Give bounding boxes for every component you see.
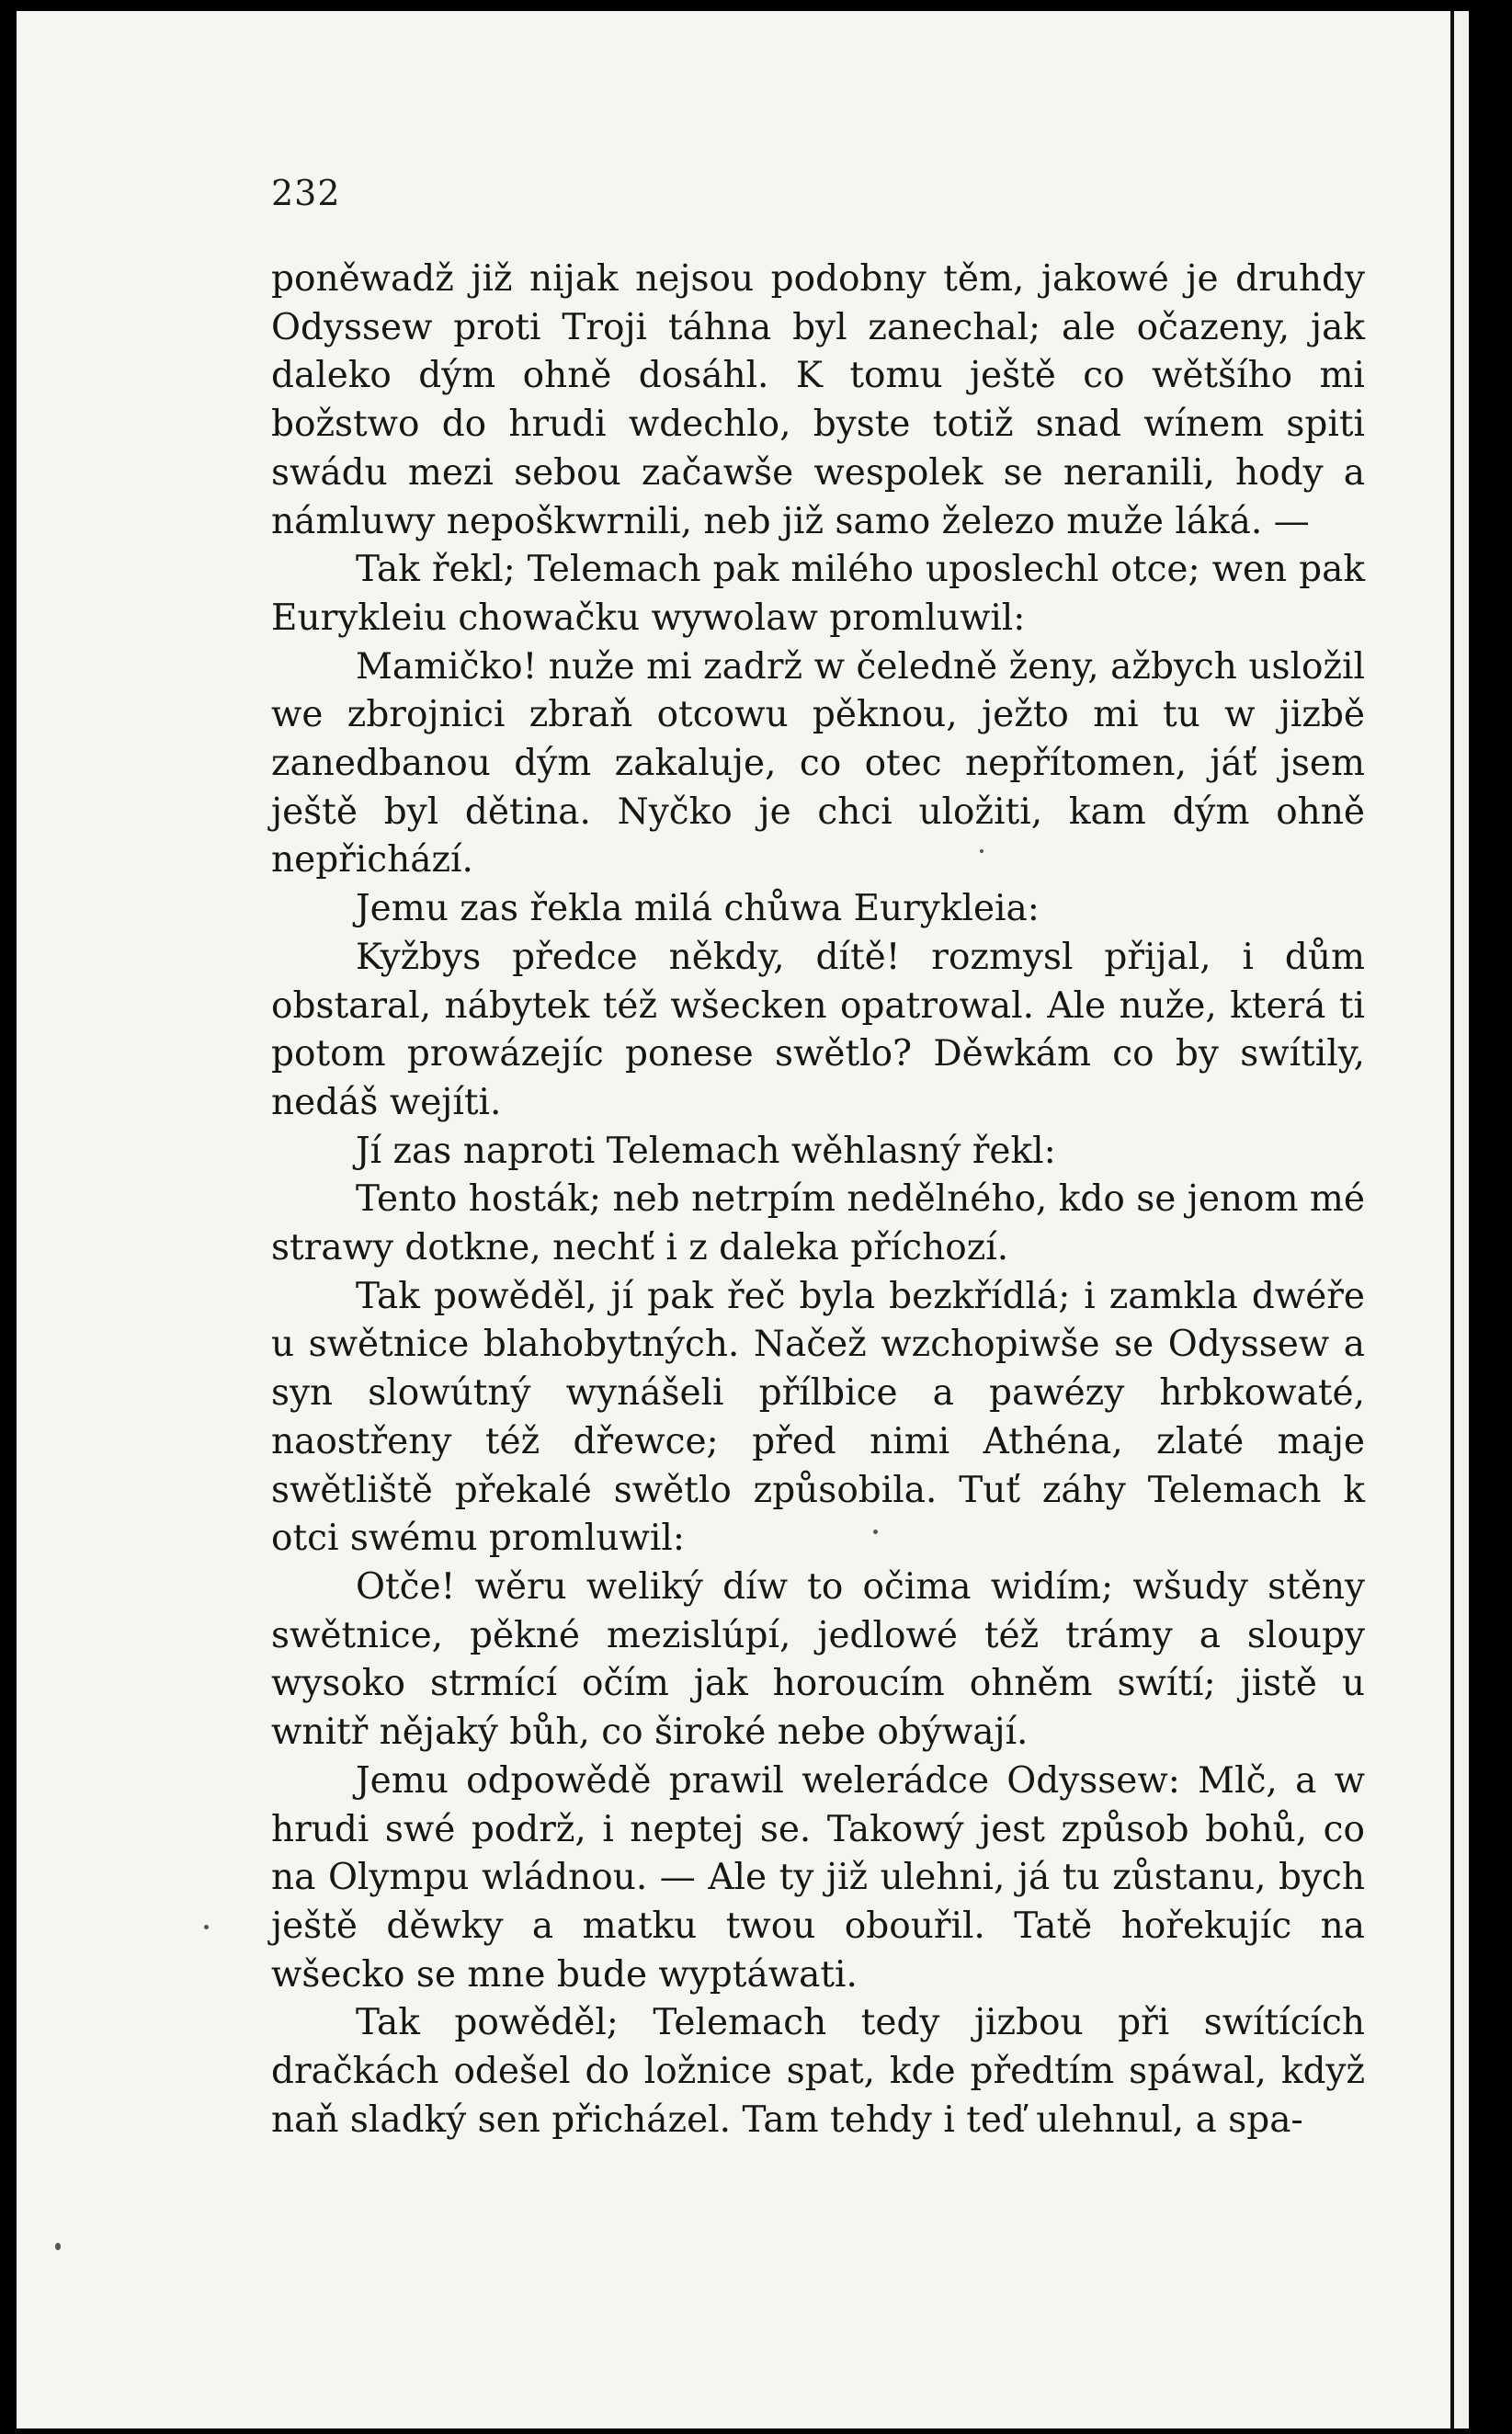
page-number: 232 xyxy=(271,173,341,213)
paper-speck xyxy=(55,2243,61,2250)
paper-speck xyxy=(873,1530,878,1534)
paragraph: Jí zas naproti Telemach wěhlasný řekl: xyxy=(356,1130,1056,1172)
paragraph: Kyžbys předce někdy, dítě! rozmysl přijal, i dům obstaral, nábytek též wšecken opatrowal. Ale nuže, která ti potom prowázejíc ponese swětlo? Děwkám co by swítily, nedáš wejíti. xyxy=(271,936,1365,1123)
paragraph: Tak řekl; Telemach pak milého uposlechl otce; wen pak Eurykleiu chowačku wywolaw promluwil: xyxy=(271,549,1365,639)
paragraph: Jemu odpowědě prawil welerádce Odyssew: Mlč, a w hrudi swé podrž, i neptej se. Takowý jest způsob bohů, co na Olympu wládnou. — Ale ty již ulehni, já tu zůstanu, bych ještě děwky a matku twou obouřil. Tatě hořekujíc na wšecko se mne bude wyptáwati. xyxy=(271,1759,1365,1996)
paper-speck xyxy=(204,1925,209,1929)
paragraph: Jemu zas řekla milá chůwa Eurykleia: xyxy=(356,888,1040,930)
page-text xyxy=(271,256,1365,2144)
paper-speck xyxy=(980,849,983,853)
next-page-edge xyxy=(1454,11,1469,2428)
paragraph: Tak powěděl; Telemach tedy jizbou při swítících dračkách odešel do ložnice spat, kde předtím spáwal, když naň sladký sen přicházel. Tam tehdy i teď ulehnul, a spa- xyxy=(271,2002,1365,2141)
paragraph: Otče! wěru weliký díw to očima widím; wšudy stěny swětnice, pěkné mezislúpí, jedlowé též trámy a sloupy wysoko strmící očím jak horoucím ohněm swítí; jistě u wnitř nějaký bůh, co široké nebe obýwají. xyxy=(271,1565,1365,1754)
paragraph: Tento hosták; neb netrpím nedělného, kdo se jenom mé strawy dotkne, nechť i z daleka příchozí. xyxy=(271,1178,1365,1269)
paragraph: poněwadž již nijak nejsou podobny těm, jakowé je druhdy Odyssew proti Troji táhna byl zanechal; ale očazeny, jak daleko dým ohně dosáhl. K tomu ještě co wětšího mi božstwo do hrudi wdechlo, byste totiž snad wínem spiti swádu mezi sebou začawše wespolek se neranili, hody a námluwy nepoškwrnili, neb již samo železo muže láká. — xyxy=(271,258,1365,542)
paragraph: Tak powěděl, jí pak řeč byla bezkřídlá; i zamkla dwéře u swětnice blahobytných. Načež wzchopiwše se Odyssew a syn slowútný wynášeli přílbice a pawézy hrbkowaté, naostřeny též dřewce; před nimi Athéna, zlaté maje swětliště překalé swětlo způsobila. Tuť záhy Telemach k otci swému promluwil: xyxy=(271,1275,1365,1560)
paragraph: Mamičko! nuže mi zadrž w čeledně ženy, ažbych usložil we zbrojnici zbraň otcowu pěknou, ježto mi tu w jizbě zanedbanou dým zakaluje, co otec nepřítomen, jáť jsem ještě byl dětina. Nyčko je chci uložiti, kam dým ohně nepřichází. xyxy=(271,645,1365,881)
